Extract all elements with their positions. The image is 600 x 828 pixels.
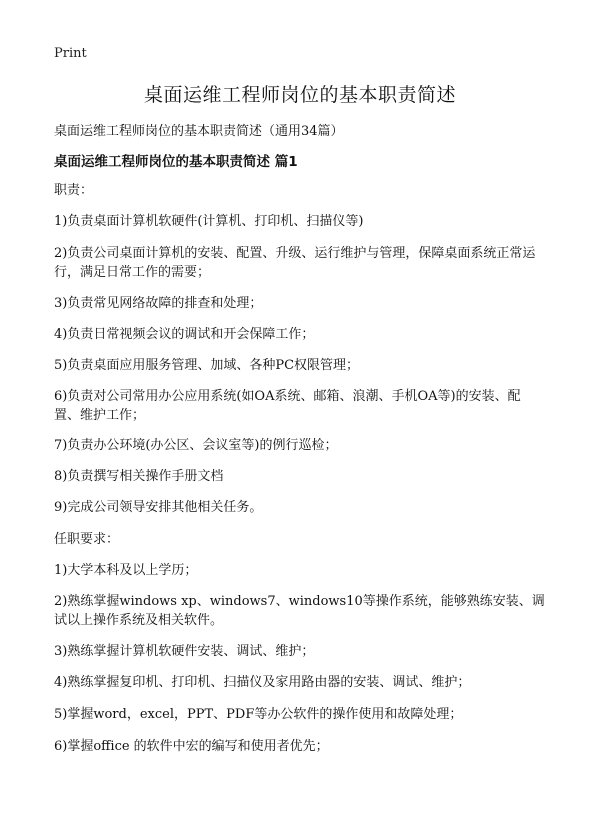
page-title: 桌面运维工程师岗位的基本职责简述 (143, 84, 456, 106)
duty-item-8: 8)负责撰写相关操作手册文档 (54, 469, 224, 484)
requirement-item-3: 3)熟练掌握计算机软硬件安装、调试、维护； (54, 644, 315, 659)
duties-label: 职责： (54, 183, 94, 198)
duty-item-1: 1)负责桌面计算机软硬件(计算机、打印机、扫描仪等) (54, 214, 364, 229)
duty-item-4: 4)负责日常视频会议的调试和开会保障工作； (54, 327, 315, 342)
section-heading: 桌面运维工程师岗位的基本职责简述 篇1 (54, 154, 298, 170)
print-label[interactable]: Print (54, 46, 87, 61)
requirement-item-1: 1)大学本科及以上学历； (54, 563, 198, 578)
requirements-label: 任职要求： (54, 532, 120, 547)
requirement-item-4: 4)熟练掌握复印机、打印机、扫描仪及家用路由器的安装、调试、维护； (54, 675, 471, 690)
duty-item-7: 7)负责办公环境(办公区、会议室等)的例行巡检； (54, 438, 338, 453)
requirement-item-2: 2)熟练掌握windows xp、windows7、windows10等操作系统，能够熟练安装、调试以上操作系统及相关软件。 (54, 594, 545, 628)
duty-item-2: 2)负责公司桌面计算机的安装、配置、升级、运行维护与管理，保障桌面系统正常运行，满足日常工作的需要； (54, 246, 536, 280)
duty-item-5: 5)负责桌面应用服务管理、加域、各种PC权限管理； (54, 358, 360, 373)
duty-item-9: 9)完成公司领导安排其他相关任务。 (54, 500, 263, 515)
document-subtitle: 桌面运维工程师岗位的基本职责简述（通用34篇） (54, 124, 344, 139)
duty-item-3: 3)负责常见网络故障的排查和处理； (54, 296, 263, 311)
requirement-item-5: 5)掌握word，excel，PPT、PDF等办公软件的操作使用和故障处理； (54, 707, 463, 722)
duty-item-6: 6)负责对公司常用办公应用系统(如OA系统、邮箱、浪潮、手机OA等)的安装、配置、维护工作； (54, 389, 521, 423)
requirement-item-6: 6)掌握office 的软件中宏的编写和使用者优先； (54, 739, 329, 754)
